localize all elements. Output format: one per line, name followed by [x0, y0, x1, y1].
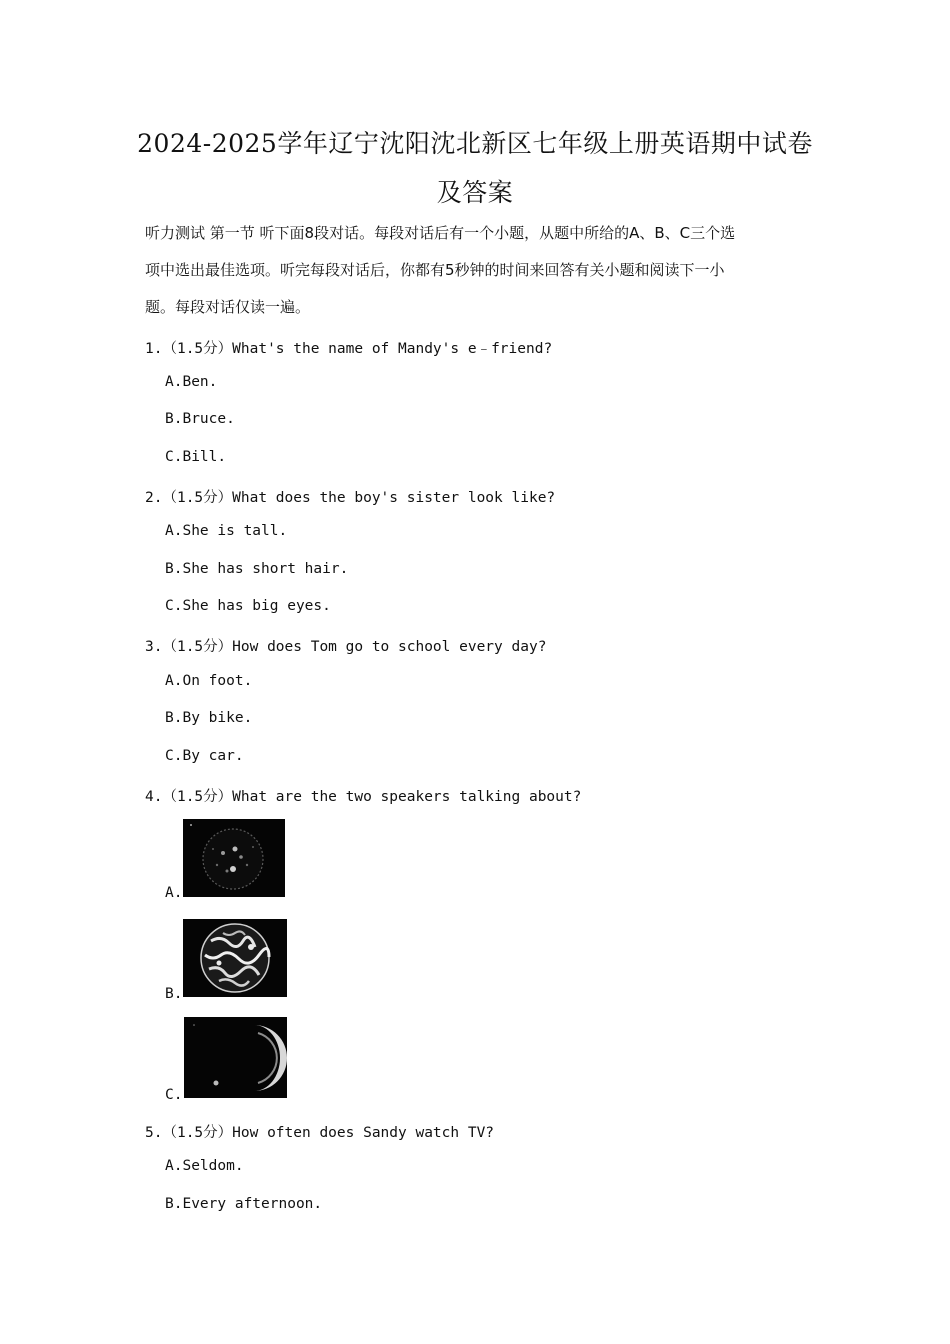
dark-planet-icon[interactable] — [183, 819, 285, 897]
crescent-moon-icon[interactable] — [184, 1017, 287, 1098]
question-5-option-a[interactable]: A.Seldom. — [165, 1158, 244, 1174]
question-2-option-a[interactable]: A.She is tall. — [165, 523, 288, 539]
question-4-option-a[interactable]: A. — [165, 885, 183, 901]
question-2-option-c[interactable]: C.She has big eyes. — [165, 598, 331, 614]
question-4-option-b[interactable]: B. — [165, 986, 183, 1002]
question-1-option-b[interactable]: B.Bruce. — [165, 411, 235, 427]
question-3-option-a[interactable]: A.On foot. — [165, 673, 253, 689]
question-5-stem: 5.（1.5分）How often does Sandy watch TV? — [145, 1125, 495, 1141]
page-title-line-1: 2024-2025学年辽宁沈阳沈北新区七年级上册英语期中试卷 — [137, 129, 813, 158]
question-1-option-c[interactable]: C.Bill. — [165, 449, 227, 465]
question-3-option-c[interactable]: C.By car. — [165, 748, 244, 764]
question-3-option-b[interactable]: B.By bike. — [165, 710, 253, 726]
question-3-stem: 3.（1.5分）How does Tom go to school every day? — [145, 639, 547, 655]
page-title-line-2: 及答案 — [436, 178, 514, 207]
question-2-option-b[interactable]: B.She has short hair. — [165, 561, 349, 577]
question-4-option-c[interactable]: C. — [165, 1087, 183, 1103]
earth-globe-icon[interactable] — [183, 919, 287, 997]
question-4-stem: 4.（1.5分）What are the two speakers talking about? — [145, 789, 582, 805]
question-2-stem: 2.（1.5分）What does the boy's sister look like? — [145, 490, 556, 506]
question-1-stem: 1.（1.5分）What's the name of Mandy's e﹣friend? — [145, 341, 553, 357]
listening-instructions — [145, 215, 811, 326]
instructions-line-1: 听力测试 第一节 听下面8段对话。每段对话后有一个小题，从题中所给的A、B、C三个选 — [145, 224, 736, 242]
question-1-option-a[interactable]: A.Ben. — [165, 374, 218, 390]
instructions-line-2: 项中选出最佳选项。听完每段对话后，你都有5秒钟的时间来回答有关小题和阅读下一小 — [145, 261, 725, 279]
instructions-line-3: 题。每段对话仅读一遍。 — [145, 298, 311, 316]
question-5-option-b[interactable]: B.Every afternoon. — [165, 1196, 323, 1212]
